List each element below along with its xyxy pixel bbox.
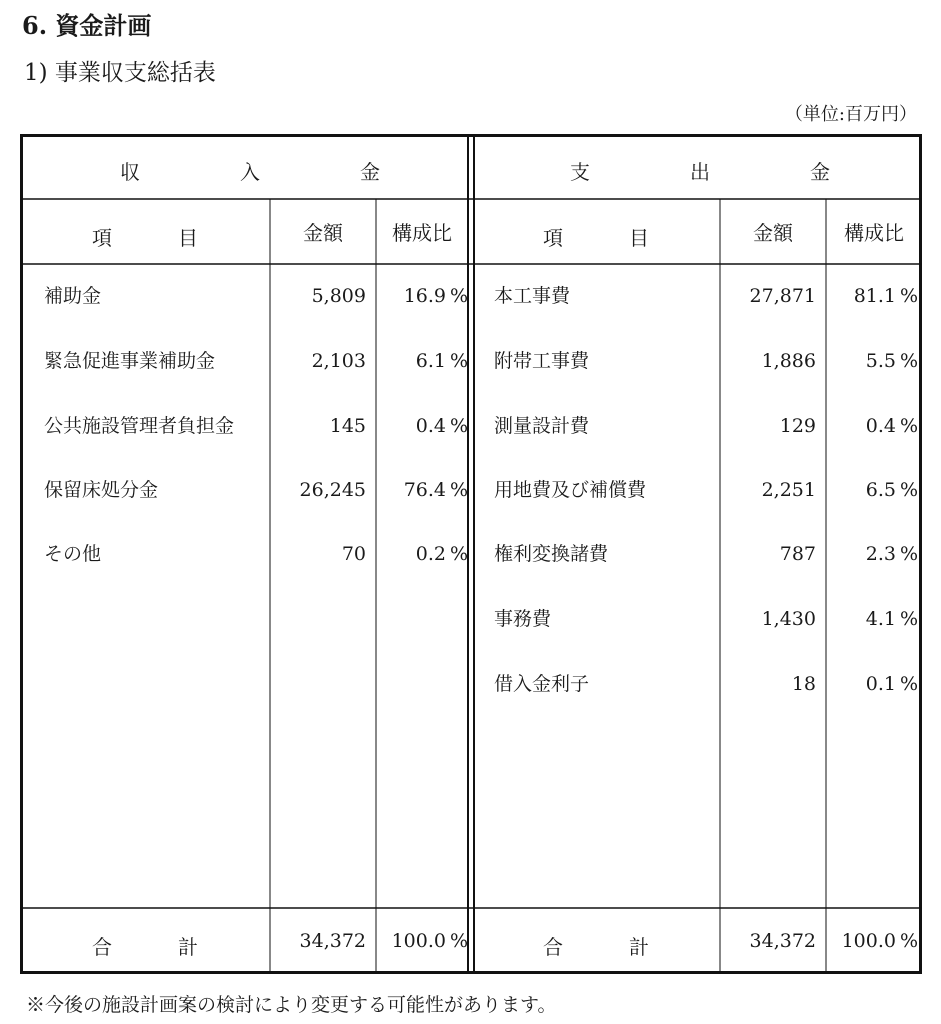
income-col-item-char-2: 目: [178, 226, 198, 250]
expense-row-item: 本工事費: [494, 285, 571, 307]
percent-symbol: %: [900, 415, 919, 437]
income-row-amount: 2,103: [311, 350, 366, 372]
percent-symbol: %: [900, 930, 919, 952]
percent-symbol: %: [450, 543, 469, 565]
income-row-ratio: [376, 285, 469, 307]
expense-row-item: 事務費: [494, 608, 552, 630]
income-col-amount: 金額: [303, 221, 343, 245]
income-header-char-2: 入: [240, 160, 260, 184]
income-row-amount: 70: [341, 543, 366, 565]
ratio-value: 5.5: [865, 350, 896, 372]
percent-symbol: %: [900, 608, 919, 630]
expense-row-amount: 2,251: [761, 479, 816, 501]
income-header-char-1: 収: [120, 160, 140, 184]
expense-row-amount: 1,430: [761, 608, 816, 630]
income-row-amount: 26,245: [299, 479, 366, 501]
ratio-value: 100.0: [841, 930, 896, 952]
income-row-item: 補助金: [44, 285, 102, 307]
total-label-char-1: 合: [543, 935, 563, 959]
expense-row-amount: 129: [779, 415, 816, 437]
total-label-char-2: 計: [178, 935, 198, 959]
ratio-value: 2.3: [865, 543, 896, 565]
expense-total-amount: 34,372: [749, 930, 816, 952]
expense-total-label: [543, 931, 649, 960]
percent-symbol: %: [450, 479, 469, 501]
expense-row-item: 用地費及び補償費: [494, 479, 647, 501]
expense-col-item-char-1: 項: [543, 226, 563, 250]
expense-row-amount: 18: [791, 673, 816, 695]
ratio-value: 100.0: [391, 930, 446, 952]
expense-header-char-2: 出: [690, 160, 710, 184]
sub-title: 1) 事業収支総括表: [24, 60, 216, 86]
ratio-value: 4.1: [865, 608, 896, 630]
ratio-value: 76.4: [403, 479, 446, 501]
income-row-ratio: [376, 479, 469, 501]
expense-row-ratio: [826, 415, 919, 437]
ratio-value: 0.1: [865, 673, 896, 695]
footnote: ※今後の施設計画案の検討により変更する可能性があります。: [26, 994, 557, 1016]
expense-total-ratio: [826, 930, 919, 952]
income-total-amount: 34,372: [299, 930, 366, 952]
income-row-item: 緊急促進事業補助金: [44, 350, 216, 372]
ratio-value: 0.4: [865, 415, 896, 437]
income-row-amount: 145: [329, 415, 366, 437]
percent-symbol: %: [450, 350, 469, 372]
ratio-value: 0.4: [415, 415, 446, 437]
percent-symbol: %: [450, 285, 469, 307]
income-col-item: [92, 222, 198, 251]
percent-symbol: %: [900, 285, 919, 307]
expense-header-char-1: 支: [570, 160, 590, 184]
expense-header-char-3: 金: [810, 160, 830, 184]
expense-row-ratio: [826, 479, 919, 501]
budget-summary-table: [20, 134, 922, 974]
expense-row-ratio: [826, 673, 919, 695]
income-header: [120, 156, 380, 185]
percent-symbol: %: [900, 673, 919, 695]
income-total-label: [92, 931, 198, 960]
income-row-item: 公共施設管理者負担金: [44, 415, 235, 437]
ratio-value: 0.2: [415, 543, 446, 565]
ratio-value: 6.5: [865, 479, 896, 501]
income-col-ratio: 構成比: [392, 221, 452, 245]
expense-header: [570, 156, 830, 185]
income-row-item: 保留床処分金: [44, 479, 159, 501]
expense-row-item: 借入金利子: [494, 673, 590, 695]
expense-row-amount: 787: [779, 543, 816, 565]
unit-label: （単位:百万円）: [784, 104, 917, 125]
ratio-value: 81.1: [853, 285, 896, 307]
expense-row-item: 附帯工事費: [494, 350, 590, 372]
income-row-ratio: [376, 350, 469, 372]
income-total-ratio: [376, 930, 469, 952]
income-row-ratio: [376, 415, 469, 437]
total-label-char-2: 計: [629, 935, 649, 959]
income-row-ratio: [376, 543, 469, 565]
percent-symbol: %: [900, 543, 919, 565]
ratio-value: 16.9: [403, 285, 446, 307]
percent-symbol: %: [450, 930, 469, 952]
ratio-value: 6.1: [415, 350, 446, 372]
expense-row-item: 測量設計費: [494, 415, 590, 437]
income-header-char-3: 金: [360, 160, 380, 184]
expense-col-amount: 金額: [753, 221, 793, 245]
section-title: 6. 資金計画: [22, 11, 152, 40]
expense-col-ratio: 構成比: [844, 221, 904, 245]
expense-col-item-char-2: 目: [629, 226, 649, 250]
expense-row-item: 権利変換諸費: [494, 543, 609, 565]
income-col-item-char-1: 項: [92, 226, 112, 250]
income-row-amount: 5,809: [311, 285, 366, 307]
expense-row-ratio: [826, 350, 919, 372]
income-row-item: その他: [44, 543, 102, 565]
expense-row-ratio: [826, 543, 919, 565]
percent-symbol: %: [900, 350, 919, 372]
percent-symbol: %: [900, 479, 919, 501]
expense-row-ratio: [826, 285, 919, 307]
percent-symbol: %: [450, 415, 469, 437]
expense-row-ratio: [826, 608, 919, 630]
total-label-char-1: 合: [92, 935, 112, 959]
expense-row-amount: 1,886: [761, 350, 816, 372]
expense-row-amount: 27,871: [749, 285, 816, 307]
expense-col-item: [543, 222, 649, 251]
